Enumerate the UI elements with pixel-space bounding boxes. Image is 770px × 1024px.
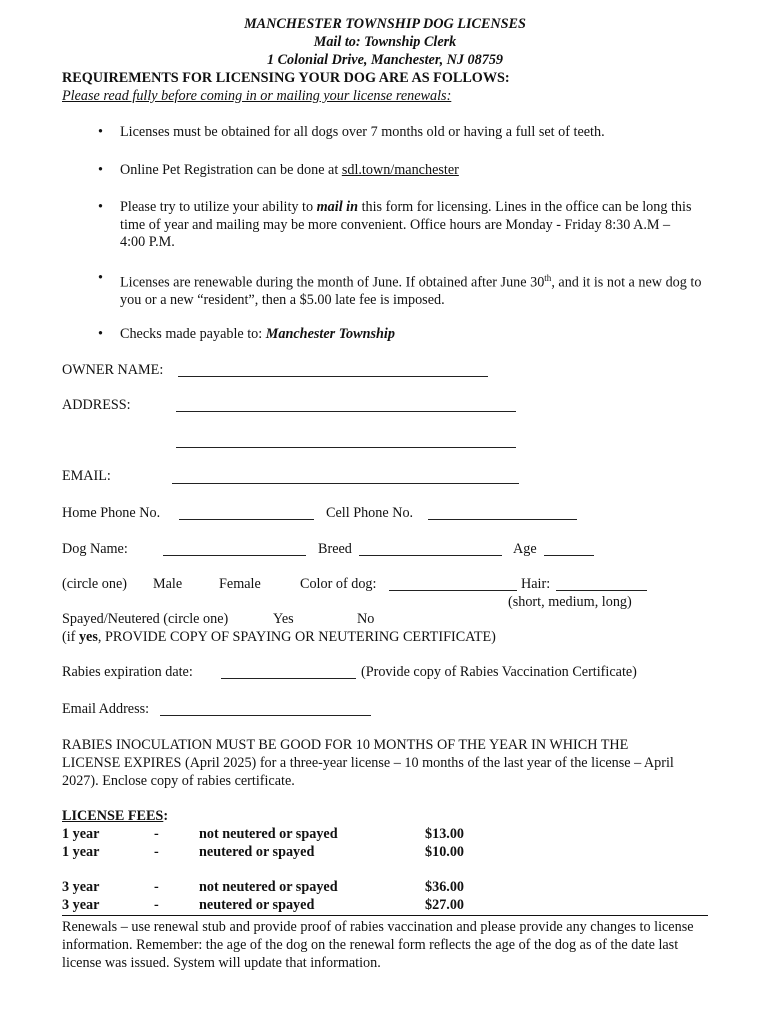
bullet-mail-in [120,199,698,252]
payee: Manchester Township [265,326,395,342]
fees-heading-text: LICENSE FEES [62,808,164,824]
fee-dash: - [154,844,159,860]
document-title: MANCHESTER TOWNSHIP DOG LICENSES [244,16,526,32]
address-field-line-1[interactable] [176,398,516,412]
fee-term: 1 year [62,826,100,842]
bullet-checks [120,326,710,344]
requirements-subheading: Please read fully before coming in or mailing your license renewals: [62,88,452,104]
hair-label: Hair: [521,576,551,592]
age-label: Age [513,541,537,557]
male-option[interactable]: Male [153,576,183,592]
bullet-icon: • [98,124,103,140]
fee-term: 3 year [62,879,100,895]
certificate-note [62,629,496,646]
dog-name-field[interactable] [163,542,306,556]
owner-name-field[interactable] [178,363,488,377]
bullet-renewable [120,270,710,310]
fee-desc: not neutered or spayed [199,879,338,895]
fee-dash: - [154,879,159,895]
circle-one-label: (circle one) [62,576,127,592]
bullet-icon: • [98,326,103,342]
cell-phone-field[interactable] [428,506,577,520]
bullet-icon: • [98,270,103,286]
email-address-field[interactable] [160,702,371,716]
fees-heading-colon: : [163,808,169,824]
divider [62,915,708,916]
fee-dash: - [154,897,159,913]
female-option[interactable]: Female [219,576,261,592]
checks-text: Checks made payable to: [120,326,266,342]
clerk-address: 1 Colonial Drive, Manchester, NJ 08759 [266,52,504,68]
spayed-yes-option[interactable]: Yes [273,611,294,627]
mail-in-text-post: this form for licensing. Lines in the office can be long this time of year and mailing may be more convenient. Office hours are Monday - Friday 8:30 A.M – 4:00 P.M. [120,199,692,250]
email-address-label: Email Address: [62,701,150,717]
rabies-copy-note: (Provide copy of Rabies Vaccination Certificate) [361,664,637,680]
fee-dash: - [154,826,159,842]
renewable-text-post: , and it is not a new dog to you or a new “resident”, then a $5.00 late fee is imposed. [120,274,702,309]
bullet-online [120,162,710,180]
fee-desc: neutered or spayed [199,844,315,860]
spayed-label: Spayed/Neutered (circle one) [62,611,229,627]
renewals-note: Renewals – use renewal stub and provide proof of rabies vaccination and please provide any changes to license information. Remember: the age of the dog on the renewal form reflects the age of the dog as of the date last license was issued. System will update that information. [62,919,694,971]
fees-heading [62,808,168,825]
address-field-line-2[interactable] [176,434,516,448]
fee-price: $13.00 [425,826,465,842]
registration-link[interactable]: sdl.town/manchester [341,162,459,178]
hair-options: (short, medium, long) [508,594,632,610]
owner-name-label: OWNER NAME: [62,362,164,378]
mail-to: Mail to: Township Clerk [313,34,457,50]
hair-field[interactable] [556,577,647,591]
spayed-no-option[interactable]: No [357,611,375,627]
fee-desc: not neutered or spayed [199,826,338,842]
online-text: Online Pet Registration can be done at [120,162,342,178]
home-phone-field[interactable] [179,506,314,520]
address-label: ADDRESS: [62,397,131,413]
mail-in-emphasis: mail in [316,199,359,215]
color-field[interactable] [389,577,517,591]
renewable-sup: th [544,273,552,283]
fee-term: 3 year [62,897,100,913]
cert-yes: yes [78,629,98,645]
color-label: Color of dog: [300,576,377,592]
bullet-icon: • [98,199,103,215]
rabies-expiration-label: Rabies expiration date: [62,664,193,680]
bullet-licenses: Licenses must be obtained for all dogs over 7 months old or having a full set of teeth. [120,124,605,140]
cert-pre: (if [62,629,79,645]
fee-desc: neutered or spayed [199,897,315,913]
renewable-text-pre: Licenses are renewable during the month of June. If obtained after June 30 [120,274,545,291]
age-field[interactable] [544,542,594,556]
home-phone-label: Home Phone No. [62,505,161,521]
mail-in-text-pre: Please try to utilize your ability to [120,199,317,215]
breed-label: Breed [318,541,352,557]
cell-phone-label: Cell Phone No. [326,505,414,521]
fee-price: $36.00 [425,879,465,895]
bullet-icon: • [98,162,103,178]
rabies-expiration-field[interactable] [221,665,356,679]
cert-post: , PROVIDE COPY OF SPAYING OR NEUTERING CERTIFICATE) [97,629,496,645]
email-label: EMAIL: [62,468,111,484]
fee-term: 1 year [62,844,100,860]
email-field[interactable] [172,470,519,484]
dog-name-label: Dog Name: [62,541,128,557]
rabies-notice: RABIES INOCULATION MUST BE GOOD FOR 10 MONTHS OF THE YEAR IN WHICH THE LICENSE EXPIRES (April 2025) for a three-year license – 10 months of the last year of the license – April 2027). Enclose copy of rabies certificate. [62,737,674,789]
requirements-heading: REQUIREMENTS FOR LICENSING YOUR DOG ARE AS FOLLOWS: [62,70,510,86]
breed-field[interactable] [359,542,502,556]
fee-price: $10.00 [425,844,465,860]
fee-price: $27.00 [425,897,465,913]
